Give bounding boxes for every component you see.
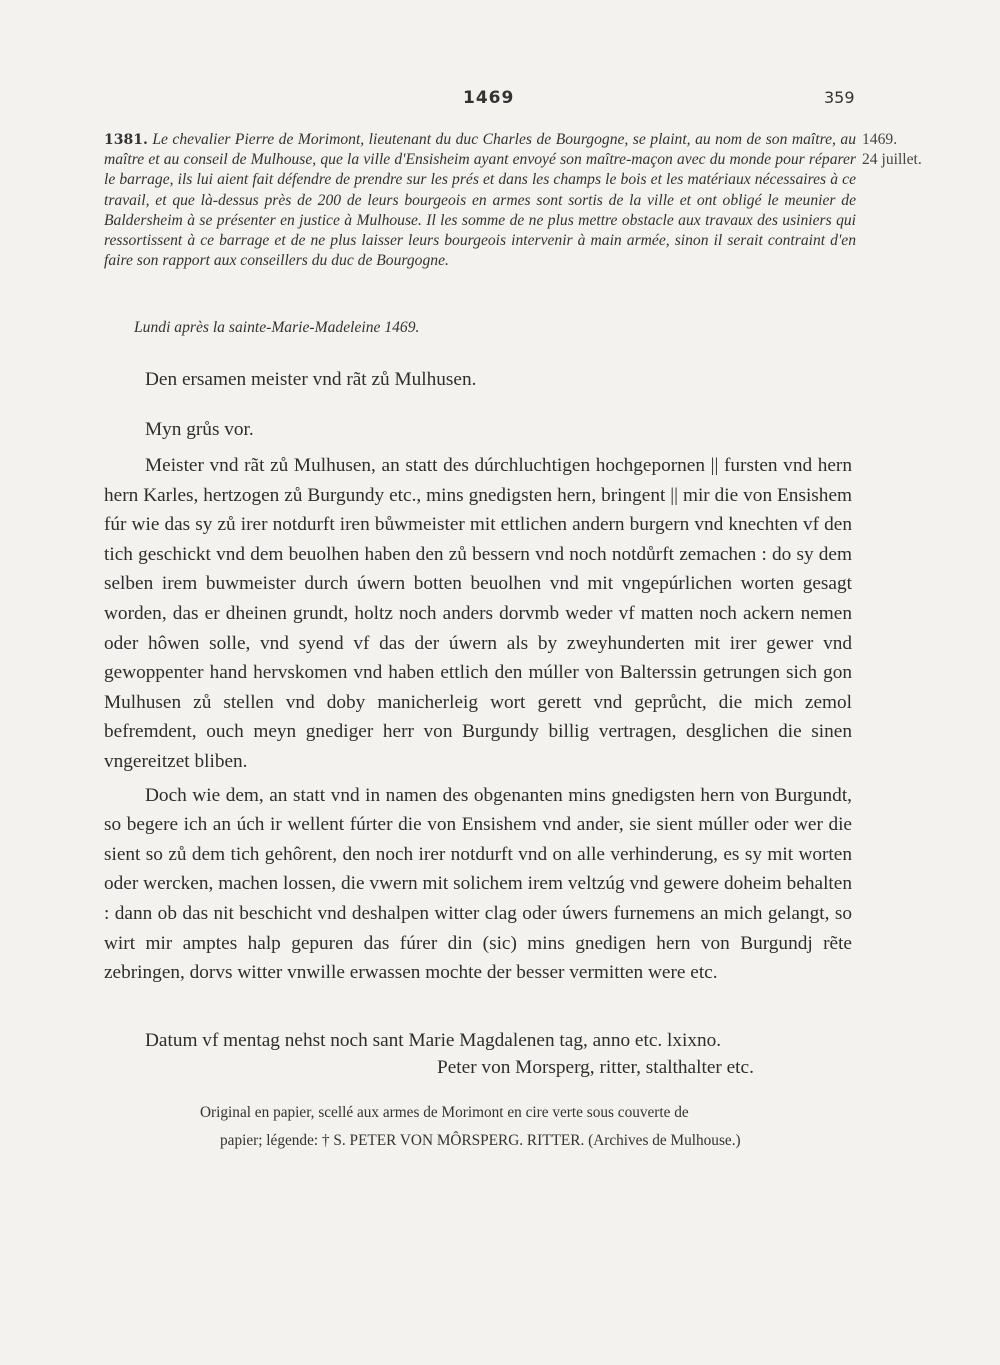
page-number: 359 — [824, 88, 855, 107]
letter-salutation: Myn grůs vor. — [145, 419, 254, 440]
letter-paragraph: Meister vnd rãt zů Mulhusen, an statt des dúrchluchtigen hochgepornen || fursten vnd hern hern Karles, hertzogen zů Burgundy etc., mins gnedigsten hern, bringent || mir die von Ensishem fúr wie das sy zů irer notdurft iren bůwmeister mit ettlichen andern burgern vnd knechten vf den tich geschickt vnd dem beuolhen haben den zů bessern vnd noch notdůrft zemachen : do sy dem selben irem buwmeister durch úwern botten beuolhen vnd mit vngepúrlichen worten gesagt worden, das er dheinen grundt, holtz noch anders dorvmb weder vf matten noch ackern nemen oder hôwen solle, vnd syend vf das der úwern als by zweyhunderten mit irer gewer vnd gewoppenter hand hervskomen vnd haben ettlich den múller von Balterssin getrungen sich gon Mulhusen zů stellen vnd doby manicherleig wort gerett vnd geprůcht, die mich zemol befremdent, ouch meyn gnediger herr von Burgundy billig vertragen, desglichen die sinen vngereitzet bliben. — [104, 455, 852, 772]
summary-date-line: Lundi après la sainte-Marie-Madeleine 1469. — [134, 319, 420, 336]
source-note-line: Original en papier, scellé aux armes de Morimont en cire verte sous couverte de — [200, 1104, 689, 1121]
margin-year: 1469. — [862, 131, 898, 148]
letter-signature: Peter von Morsperg, ritter, stalthalter etc. — [437, 1057, 754, 1078]
letter-body — [104, 451, 852, 992]
margin-date: 24 juillet. — [862, 151, 922, 168]
letter-paragraph: Doch wie dem, an statt vnd in namen des obgenanten mins gnedigsten hern von Burgundt, so begere ich an úch ir wellent fúrter die von Ensishem vnd ander, sie sient múller oder wer die sient so zů dem tich gehôrent, den noch irer notdurft vnd on alle verhinderung, es sy mit worten oder wercken, machen lossen, die vwern mit solichem irem veltzúg vnd gewere doheim behalten : dann ob das nit beschicht vnd deshalpen witter clag oder úwers furnemens an mich gelangt, so wirt mir amptes halp gepuren das fúrer din (sic) mins gnedigen hern von Burgundj rẽte zebringen, dorvs witter vnwille erwassen mochte der besser vermitten were etc. — [104, 784, 852, 984]
summary-text: Le chevalier Pierre de Morimont, lieutenant du duc Charles de Bourgogne, se plaint, au nom de son maître, au maître et au conseil de Mulhouse, que la ville d'Ensisheim ayant envoyé son maître-maçon avec du monde pour réparer le barrage, ils lui aient fait défendre de prendre sur les prés et dans les champs le bois et les matériaux nécessaires à ce travail, et que là-dessus près de 200 de leurs bourgeois en armes sont sortis de la ville et ont obligé le meunier de Baldersheim à se présenter en justice à Mulhouse. Il les somme de ne plus mettre obstacle aux travaux des usiniers qui ressortissent à ce barrage et de ne plus laisser leurs bourgeois intervenir à main armée, sinon il serait contraint d'en faire son rapport aux conseillers du duc de Bourgogne. — [104, 131, 856, 270]
source-note — [200, 1099, 860, 1155]
source-note-line: papier; légende: † S. PETER VON MÔRSPERG. RITTER. (Archives de Mulhouse.) — [220, 1132, 741, 1149]
entry-number: 1381. — [104, 132, 148, 148]
margin-date-note — [862, 130, 962, 170]
running-head — [0, 88, 1000, 112]
regest-summary — [104, 130, 856, 271]
letter-datum: Datum vf mentag nehst noch sant Marie Magdalenen tag, anno etc. lxixno. — [145, 1030, 722, 1051]
header-year: 1469 — [463, 88, 515, 108]
letter-address: Den ersamen meister vnd rãt zů Mulhusen. — [145, 369, 477, 390]
